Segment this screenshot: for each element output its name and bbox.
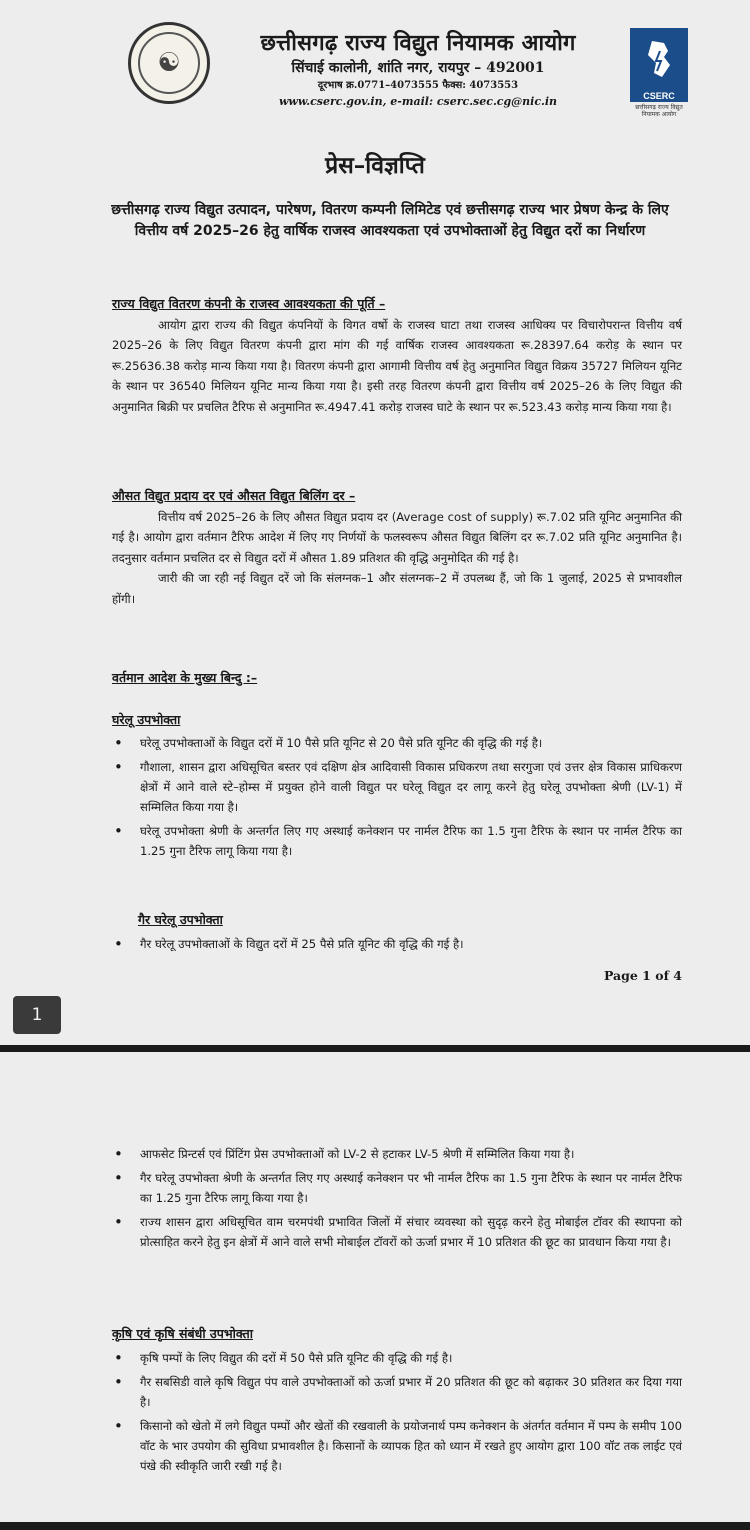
revenue-section	[112, 294, 682, 417]
page-separator-bottom	[0, 1522, 750, 1530]
non-domestic-list	[112, 934, 682, 958]
list-item: • गौशाला, शासन द्वारा अधिसूचित बस्तर एवं दक्षिण क्षेत्र आदिवासी विकास प्रधिकरण तथा सरगुजा एवं उत्तर क्षेत्र विकास प्राधिकरण क्षेत्रों में आने वाले स्टे–होम्स में प्रयुक्त होने वाली विद्युत पर घरेलू विद्युत दर लागू करने हेतु घरेलू उपभोक्ता श्रेणी (LV-1) में सम्मिलित किया गया है।	[112, 757, 682, 817]
cost-section	[112, 486, 682, 609]
letterhead	[218, 28, 618, 110]
org-phone: दूरभाष क्र.0771–4073555 फैक्स: 4073553	[317, 80, 519, 91]
list-item: • गैर घरेलू उपभोक्ताओं के विद्युत दरों में 25 पैसे प्रति यूनिट की वृद्धि की गई है।	[112, 934, 682, 954]
org-web: www.cserc.gov.in, e-mail: cserc.sec.cg@nic.in	[278, 95, 558, 108]
state-map-icon	[644, 39, 674, 79]
non-domestic-heading: गैर घरेलू उपभोक्ता	[138, 912, 223, 927]
agriculture-heading-block	[112, 1324, 682, 1345]
list-item: • किसानो को खेतो में लगे विद्युत पम्पों और खेतों की रखवाली के प्रयोजनार्थ पम्प कनेक्शन के अंतर्गत वर्तमान में पम्प के समीप 100 वॉट के भार उपयोग की सुविधा प्रभावशील है। किसानों के व्यापक हित को ध्यान में रखते हुए आयोग द्वारा 100 वॉट तक लाईट एवं पंखे की स्वीकृति जारी रखी गई है।	[112, 1416, 682, 1476]
cost-heading: औसत विद्युत प्रदाय दर एवं औसत विद्युत बिलिंग दर –	[112, 488, 356, 503]
page-number: Page 1 of 4	[603, 968, 682, 983]
list-item: • राज्य शासन द्वारा अधिसूचित वाम चरमपंथी प्रभावित जिलों में संचार व्यवस्था को सुदृढ़ करने हेतु मोबाईल टॉवर की स्थापना को प्रोत्साहित करने हेतु इन क्षेत्रों में आने वाले सभी मोबाईल टॉवरों को ऊर्जा प्रभार में 10 प्रतिशत की छूट का प्रावधान किया गया है।	[112, 1212, 682, 1252]
agriculture-heading: कृषि एवं कृषि संबंधी उपभोक्ता	[112, 1326, 253, 1341]
org-name: छत्तीसगढ़ राज्य विद्युत नियामक आयोग	[260, 30, 576, 56]
logo-text: CSERC	[630, 90, 688, 102]
main-points	[112, 668, 682, 689]
non-domestic-heading-block	[138, 910, 638, 931]
document-subject: छत्तीसगढ़ राज्य विद्युत उत्पादन, पारेषण, वितरण कम्पनी लिमिटेड एवं छत्तीसगढ़ राज्य भार प्रेषण केन्द्र के लिए वित्तीय वर्ष 2025–26 हेतु वार्षिक राजस्व आवश्यकता एवं उपभोक्ताओं हेतु विद्युत दरों का निर्धारण	[111, 202, 669, 239]
agriculture-list	[112, 1348, 682, 1480]
non-domestic-cont-list	[112, 1144, 682, 1256]
org-address: सिंचाई कालोनी, शांति नगर, रायपुर – 492001	[291, 60, 545, 76]
domestic-heading: घरेलू उपभोक्ता	[112, 712, 181, 727]
list-item: • घरेलू उपभोक्ताओं के विद्युत दरों में 10 पैसे प्रति यूनिट से 20 पैसे प्रति यूनिट की वृद्धि की गई है।	[112, 733, 682, 753]
list-item: • घरेलू उपभोक्ता श्रेणी के अन्तर्गत लिए गए अस्थाई कनेक्शन पर नार्मल टैरिफ का 1.5 गुना टैरिफ के स्थान पर नार्मल टैरिफ का 1.25 गुना टैरिफ लागू किया गया है।	[112, 821, 682, 861]
list-item: • आफसेट प्रिन्टर्स एवं प्रिंटिंग प्रेस उपभोक्ताओं को LV-2 से हटाकर LV-5 श्रेणी में सम्मिलित किया गया है।	[112, 1144, 682, 1164]
domestic-list	[112, 733, 682, 865]
emblem-inner-icon: ☯	[138, 32, 200, 94]
page-badge[interactable]: 1	[13, 996, 61, 1034]
domestic-heading-block	[112, 710, 682, 731]
list-item: • गैर घरेलू उपभोक्ता श्रेणी के अन्तर्गत लिए गए अस्थाई कनेक्शन पर भी नार्मल टैरिफ का 1.5 गुना टैरिफ के स्थान पर नार्मल टैरिफ का 1.25 गुना टैरिफ लागू किया गया है।	[112, 1168, 682, 1208]
cserc-logo-icon	[630, 28, 688, 90]
document-page-2	[0, 1052, 750, 1522]
list-item: • कृषि पम्पों के लिए विद्युत की दरों में 50 पैसे प्रति यूनिट की वृद्धि की गई है।	[112, 1348, 682, 1368]
cost-text-1: वित्तीय वर्ष 2025–26 के लिए औसत विद्युत प्रदाय दर (Average cost of supply) रू.7.02 प्रति यूनिट अनुमानित की गई है। आयोग द्वारा वर्तमान टैरिफ आदेश में लिए गए निर्णयों के फलस्वरूप औसत विद्युत बिलिंग दर रू.7.02 प्रति यूनिट अनुमानित है। तदनुसार वर्तमान प्रचलित दर से विद्युत दरों में औसत 1.89 प्रतिशत की वृद्धि अनुमोदित की गई है।	[112, 509, 682, 565]
list-item: • गैर सबसिडी वाले कृषि विद्युत पंप वाले उपभोक्ताओं को ऊर्जा प्रभार में 20 प्रतिशत की छूट को बढ़ाकर 30 प्रतिशत कर दिया गया है।	[112, 1372, 682, 1412]
main-points-heading: वर्तमान आदेश के मुख्य बिन्दु :–	[112, 670, 258, 685]
document-title: प्रेस–विज्ञप्ति	[325, 152, 425, 179]
cost-text-2: जारी की जा रही नई विद्युत दरें जो कि संलग्नक–1 और संलग्नक–2 में उपलब्ध हैं, जो कि 1 जुलाई, 2025 से प्रभावशील होंगी।	[112, 571, 682, 606]
revenue-heading: राज्य विद्युत वितरण कंपनी के राजस्व आवश्यकता की पूर्ति –	[112, 296, 386, 311]
logo-subtext: छत्तीसगढ़ राज्य विद्युत नियामक आयोग	[635, 104, 683, 118]
revenue-text: आयोग द्वारा राज्य की विद्युत कंपनियों के विगत वर्षो के राजस्व घाटा तथा राजस्व आधिक्य पर विचारोपरान्त वित्तीय वर्ष 2025–26 के लिए विद्युत वितरण कंपनी द्वारा मांग की गई वार्षिक राजस्व आवश्यकता रू.28397.64 करोड़ के स्थान पर रू.25636.38 करोड़ मान्य किया गया है। वितरण कंपनी द्वारा आगामी वित्तीय वर्ष हेतु अनुमानित विद्युत विक्रय 35727 मिलियन यूनिट के स्थान पर 36540 मिलियन यूनिट मान्य किया गया है। इसी तरह वितरण कंपनी द्वारा वित्तीय वर्ष 2025–26 के लिए विद्युत की अनुमानित बिक्री पर प्रचलित टैरिफ से अनुमानित रू.4947.41 करोड़ राजस्व घाटे के स्थान पर रू.523.43 करोड़ मान्य किया गया है।	[112, 317, 682, 414]
state-emblem-icon	[128, 22, 210, 104]
